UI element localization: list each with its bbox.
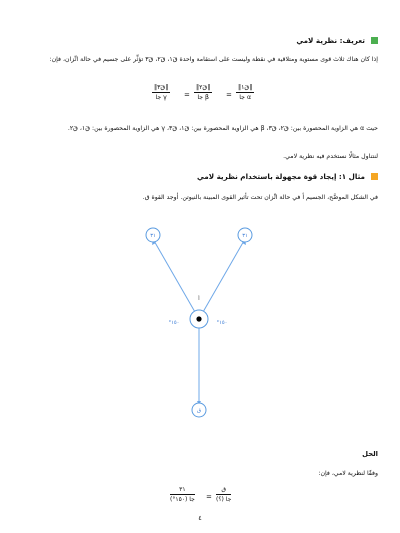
example-title: مثال ١: إيجاد قوة مجهولة باستخدام نظرية لامي [197,172,365,181]
definition-title: تعريف: نظرية لامي [296,36,365,45]
solution-formula [170,486,250,508]
example-intro-text: لنتناول مثالًا نستخدم فيه نظرية لامي. [283,153,378,160]
left-angle-label: °١٥٠ [168,320,180,326]
lami-formula [150,84,270,110]
right-force-label: ٣١ [242,233,248,239]
angle-definitions-text: حيث α هي الزاوية المحصورة بين: قَ٢، قَ٣، β هي الزاوية المحصورة بين: قَ١، قَ٣، γ هي الزاوية المحصورة بين: قَ١، قَ٢. [67,125,378,132]
solution-text: وفقًا لنظرية لامي، فإن: [318,470,378,477]
definition-heading [296,36,378,45]
solution-heading [362,450,378,458]
solution-rhs-fraction: ٣١ جا (١٥٠°) [170,486,195,503]
right-force-line [199,239,245,319]
force-diagram [0,220,400,430]
example-heading [197,172,378,181]
green-square-icon [371,37,378,44]
bottom-force-label: ق [196,408,202,414]
equals-sign: = [184,91,190,99]
formula-fraction-3: ‖قَ٣‖ جا γ [154,84,169,101]
definition-text: إذا كان هناك ثلاث قوى مستوية ومتلاقية في نقطة وليست على استقامة واحدة قَ١، قَ٢، قَ٣ تؤثِّر على جسيم في حالة اتِّزان، فإن: [49,56,378,63]
formula-fraction-1: ‖قَ١‖ جا α [238,84,253,101]
point-label: أ [198,296,200,302]
formula-fraction-2: ‖قَ٢‖ جا β [196,84,211,101]
page-number: ٤ [198,514,202,522]
solution-title: الحل [362,450,378,458]
example-text: في الشكل الموضَّح، الجسيم أ في حالة اتِّزان تحت تأثير القوى المبينة بالنيوتن. أوجد القوة ق. [142,194,378,201]
left-force-line [153,239,199,319]
solution-lhs-fraction: ق جا (؟) [216,486,232,503]
orange-square-icon [371,173,378,180]
solution-equals-sign: = [206,493,212,501]
left-force-label: ٣١ [150,233,156,239]
right-angle-label: °١٥٠ [216,320,228,326]
particle-point [196,316,201,321]
equals-sign: = [226,91,232,99]
